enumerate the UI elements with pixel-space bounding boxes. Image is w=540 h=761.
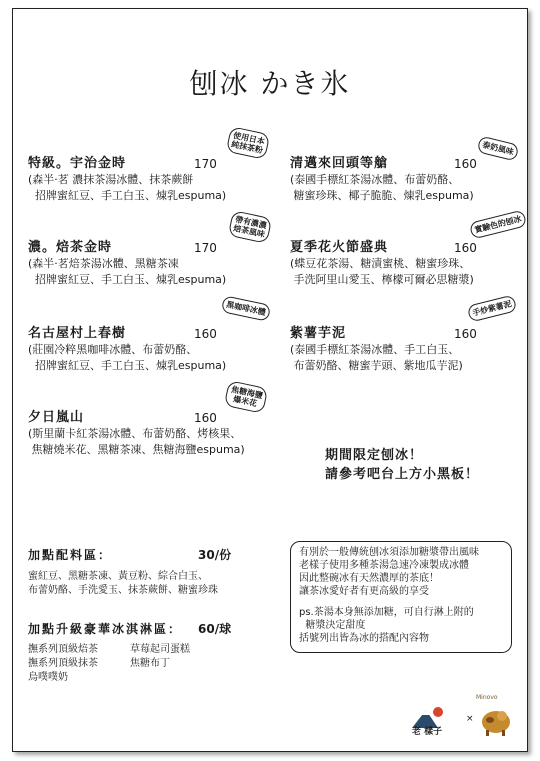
minovo-logo (474, 694, 520, 740)
item-tag: 實驗色的刨冰 (469, 209, 527, 239)
toppings-title: 加點配料區： (28, 548, 113, 562)
item-name: 紫薯芋泥 (290, 326, 347, 341)
note-paragraph: 有別於一般傳統刨冰須添加糖漿帶出風味 老樣子使用多種茶湯急速冷凍製成冰體 因此整碗冰有天然濃厚的茶底！ 讓茶冰愛好者有更高級的享受 (299, 547, 479, 597)
limited-notice (325, 446, 479, 484)
item-name: 名古屋村上春樹 (28, 326, 127, 341)
item-desc: (蝶豆花茶湯、糖漬蜜桃、糖蜜珍珠、 手洗阿里山愛玉、檸檬可爾必思糖漿) (290, 257, 474, 286)
item-name: 夕日嵐山 (28, 410, 85, 425)
note-box (290, 541, 512, 653)
menu-item (290, 240, 500, 288)
menu-item (28, 410, 258, 458)
menu-item (28, 326, 238, 374)
menu-item (28, 156, 238, 204)
item-price: 170 (194, 241, 217, 255)
item-desc: (森半·茗焙茶湯冰體、黑糖茶凍 招牌蜜紅豆、手工白玉、煉乳espuma) (28, 257, 227, 286)
item-desc: (森半·茗 濃抹茶湯冰體、抹茶蕨餅 招牌蜜紅豆、手工白玉、煉乳espuma) (28, 173, 227, 202)
item-price: 160 (454, 327, 477, 341)
upgrade-title: 加點升級豪華冰淇淋區： (28, 622, 183, 636)
item-price: 160 (194, 411, 217, 425)
upgrade-list-2: 草莓起司蛋糕 焦糖布丁 (130, 644, 190, 669)
logo-text: Minovo (476, 694, 498, 701)
toppings-price: 30/份 (198, 548, 232, 562)
toppings-list: 蜜紅豆、黑糖茶凍、黃豆粉、綜合白玉、 布蕾奶酪、手洗愛玉、抹茶蕨餅、糖蜜珍珠 (28, 571, 218, 596)
item-price: 170 (194, 157, 217, 171)
menu-item (290, 326, 500, 374)
menu-item (28, 240, 238, 288)
item-tag: 黑咖啡冰體 (221, 295, 271, 322)
item-tag: 焦糖海鹽 爆米花 (224, 380, 269, 414)
logo-separator: × (466, 714, 474, 724)
cow-icon (474, 702, 520, 742)
item-desc: (泰國手標紅茶湯冰體、手工白玉、 布蕾奶酪、糖蜜芋頭、紫地瓜芋泥) (290, 343, 463, 372)
item-price: 160 (454, 241, 477, 255)
laoyangzi-logo (408, 698, 464, 738)
item-tag: 帶有濃濃 焙茶風味 (228, 210, 273, 244)
note-ps: ps.茶湯本身無添加糖，可自行淋上附的 糖漿決定甜度 括號列出皆為冰的搭配內容物 (299, 607, 474, 644)
item-name: 特級。宇治金時 (28, 156, 127, 171)
item-name: 夏季花火節盛典 (290, 240, 389, 255)
item-tag: 泰奶風味 (477, 135, 520, 161)
item-name: 清邁來回頭等艙 (290, 156, 389, 171)
menu-item (290, 156, 500, 204)
logo-text: 老 樣子 (412, 727, 443, 737)
item-tag: 使用日本 純抹茶粉 (226, 126, 271, 160)
menu-title: 刨冰 かき氷 (189, 67, 351, 100)
notice-line: 期間限定刨冰！ (325, 448, 424, 463)
item-price: 160 (454, 157, 477, 171)
upgrade-list-1: 撫系列頂級焙茶 撫系列頂級抹茶 烏噗噗奶 (28, 644, 98, 683)
item-price: 160 (194, 327, 217, 341)
item-desc: (斯里蘭卡紅茶湯冰體、布蕾奶酪、烤核果、 焦糖燒米花、黑糖茶凍、焦糖海鹽espuma) (28, 427, 245, 456)
upgrade-price: 60/球 (198, 622, 232, 636)
item-tag: 手炒紫薯泥 (467, 294, 518, 322)
item-name: 濃。焙茶金時 (28, 240, 113, 255)
notice-line: 請參考吧台上方小黑板！ (325, 467, 480, 482)
item-desc: (莊園冷粹黑咖啡冰體、布蕾奶酪、 招牌蜜紅豆、手工白玉、煉乳espuma) (28, 343, 227, 372)
item-desc: (泰國手標紅茶湯冰體、布蕾奶酪、 糖蜜珍珠、椰子脆脆、煉乳espuma) (290, 173, 474, 202)
